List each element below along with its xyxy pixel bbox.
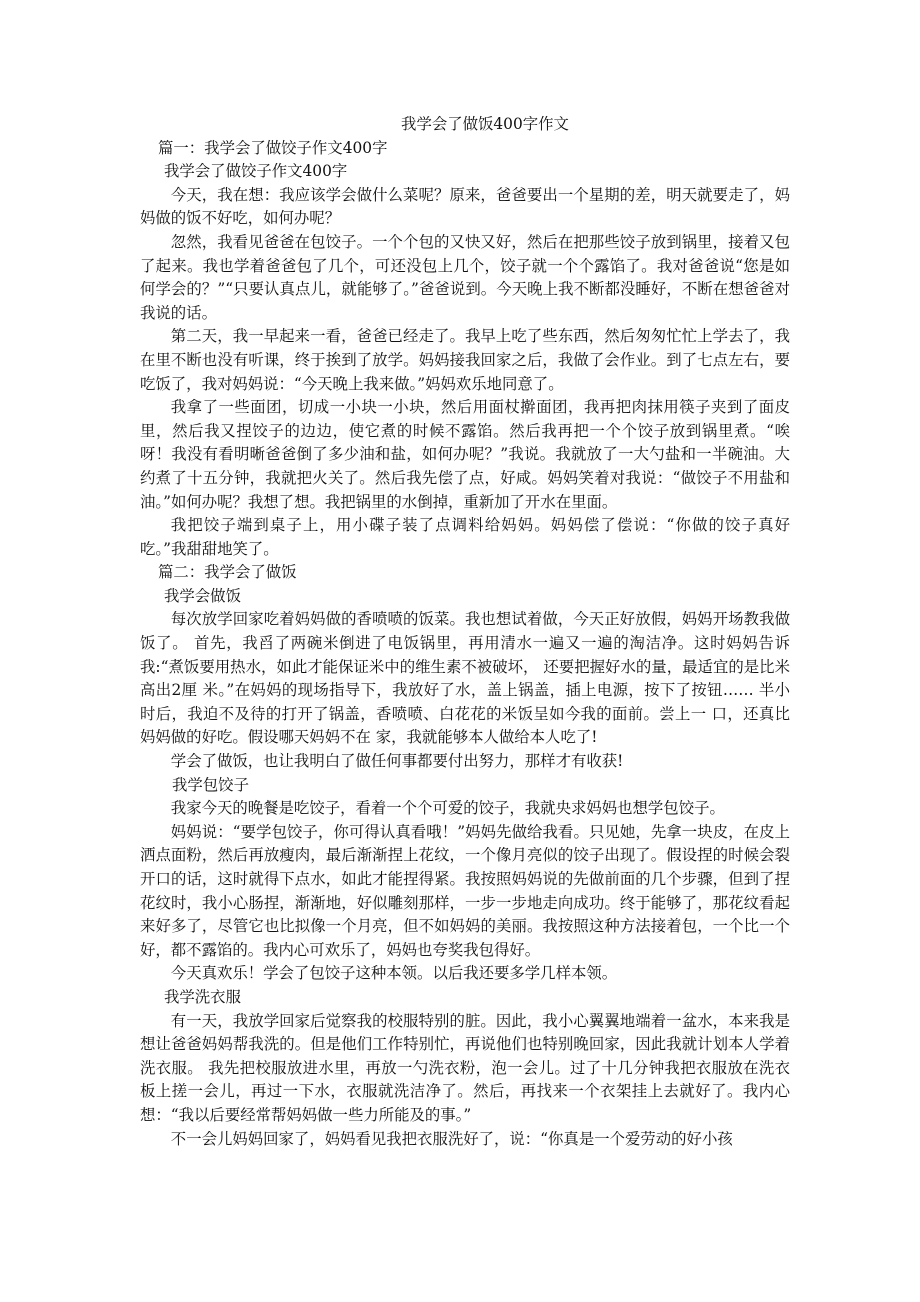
essay-title: 我学会做饭: [164, 586, 241, 605]
section-heading: 篇一：我学会了做饺子作文400字: [158, 138, 388, 157]
paragraph: 学会了做饭，也让我明白了做任何事都要付出努力，那样才有收获!: [170, 752, 624, 771]
paragraph: 妈妈说：“要学包饺子，你可得认真看哦！”妈妈先做给我看。只见她，先拿一块皮，在皮上洒点面粉，然后再放瘦肉，最后渐渐捏上花纹，一个像月亮似的饺子出现了。假设捏的时候会裂开口的话，这时就得下点水，如此才能捏得紧。我按照妈妈说的先做前面的几个步骤，但到了捏花纹时，我小心肠捏，渐渐地，好似雕刻那样，一步一步地走向成功。终于能够了，那花纹看起来好多了，尽管它也比拟像一个月亮，但不如妈妈的美丽。我按照这种方法接着包，一个比一个好，都不露馅的。我内心可欢乐了，妈妈也夸奖我包得好。: [140, 822, 790, 959]
paragraph: 不一会儿妈妈回家了，妈妈看见我把衣服洗好了，说：“你真是一个爱劳动的好小孩: [170, 1129, 733, 1148]
paragraph: 今天真欢乐！学会了包饺子这种本领。以后我还要多学几样本领。: [170, 964, 618, 983]
document-body: [140, 113, 790, 1151]
paragraph: 第二天，我一早起来一看，爸爸已经走了。我早上吃了些东西，然后匆匆忙忙上学去了，我在里不断也没有听课，终于挨到了放学。妈妈接我回家之后，我做了会作业。到了七点左右，要吃饭了，我对妈妈说：“今天晚上我来做。”妈妈欢乐地同意了。: [140, 327, 790, 393]
paragraph: 我把饺子端到桌子上，用小碟子装了点调料给妈妈。妈妈偿了偿说：“你做的饺子真好吃。”我甜甜地笑了。: [140, 516, 790, 558]
essay-title: 我学包饺子: [172, 775, 249, 794]
paragraph: 有一天，我放学回家后觉察我的校服特别的脏。因此，我小心翼翼地端着一盆水，本来我是想让爸爸妈妈帮我洗的。但是他们工作特别忙，再说他们也特别晚回家，因此我就计划本人学着洗衣服。 我先把校服放进水里，再放一勺洗衣粉，泡一会儿。过了十几分钟我把衣服放在洗衣板上搓一会儿，再过一下水，衣服就洗洁净了。然后，再找来一个衣架挂上去就好了。我内心想：“我以后要经常帮妈妈做一些力所能及的事。”: [140, 1011, 790, 1124]
paragraph: 我家今天的晚餐是吃饺子，看着一个个可爱的饺子，我就央求妈妈也想学包饺子。: [170, 799, 725, 818]
paragraph: 每次放学回家吃着妈妈做的香喷喷的饭菜。我也想试着做，今天正好放假，妈妈开场教我做饭了。 首先，我舀了两碗米倒进了电饭锅里，再用清水一遍又一遍的淘洁净。这时妈妈告诉我:“煮饭要用热水，如此才能保证米中的维生素不被破坏， 还要把握好水的量，最适宜的是比米高出2厘 米。”在妈妈的现场指导下，我放好了水，盖上锅盖，插上电源，按下了按钮…… 半小时后，我迫不及待的打开了锅盖，香喷喷、白花花的米饭呈如今我的面前。尝上一 口，还真比妈妈做的好吃。假设哪天妈妈不在 家，我就能够本人做给本人吃了!: [140, 610, 790, 747]
essay-title: 我学洗衣服: [164, 987, 241, 1006]
paragraph: 我拿了一些面团，切成一小块一小块，然后用面杖擀面团，我再把肉抹用筷子夹到了面皮里，然后我又捏饺子的边边，使它煮的时候不露馅。然后我再把一个个饺子放到锅里煮。“唉呀！我没有看明晰爸爸倒了多少油和盐，如何办呢？”我说。我就放了一大勺盐和一半碗油。大约煮了十五分钟，我就把火关了。然后我先偿了点，好咸。妈妈笑着对我说：“做饺子不用盐和油。”如何办呢？我想了想。我把锅里的水倒掉，重新加了开水在里面。: [140, 398, 790, 511]
document-title: 我学会了做饭400字作文: [401, 115, 569, 133]
paragraph: 忽然，我看见爸爸在包饺子。一个个包的又快又好，然后在把那些饺子放到锅里，接着又包了起来。我也学着爸爸包了几个，可还没包上几个，饺子就一个个露馅了。我对爸爸说“您是如何学会的？”“只要认真点儿，就能够了。”爸爸说到。今天晚上我不断都没睡好，不断在想爸爸对我说的话。: [140, 232, 790, 322]
paragraph: 今天，我在想：我应该学会做什么菜呢？原来，爸爸要出一个星期的差，明天就要走了，妈妈做的饭不好吃，如何办呢？: [140, 185, 790, 228]
essay-title: 我学会了做饺子作文400字: [164, 162, 348, 181]
section-heading: 篇二：我学会了做饭: [158, 563, 297, 582]
